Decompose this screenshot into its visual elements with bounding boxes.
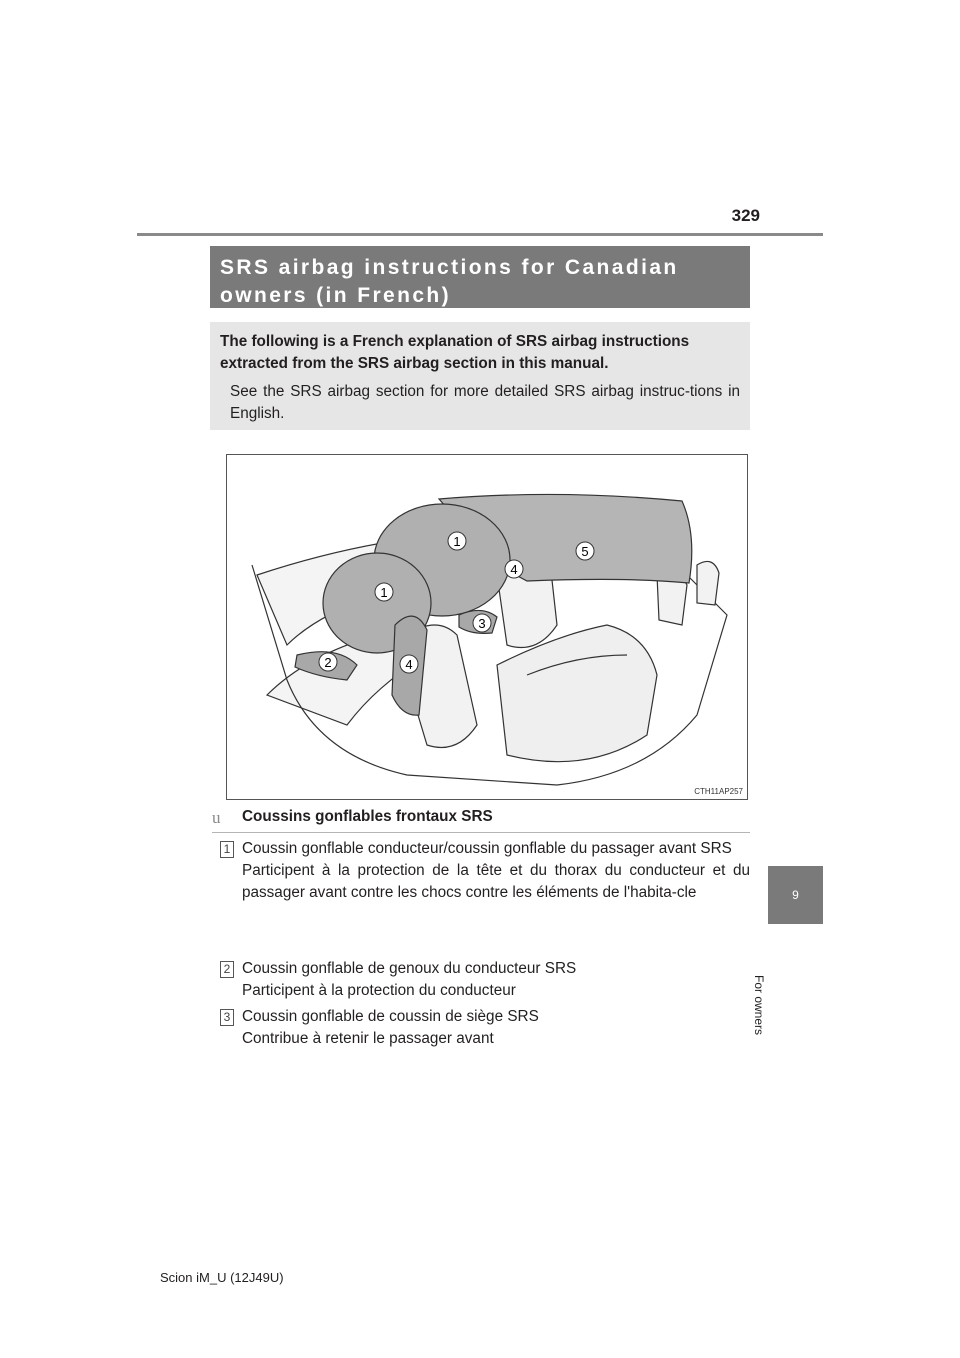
chapter-tab: 9 [768,866,823,924]
item-number-badge: 2 [220,961,234,978]
item-description: Participent à la protection du conducteur [242,982,516,999]
footer-model: Scion iM_U (12J49U) [160,1270,284,1285]
item-title: Coussin gonflable de coussin de siège SRS [242,1008,539,1025]
item-description: Participent à la protection de la tête et du thorax du conducteur et du passager avant contre les chocs contre les éléments de l'habita-cle [242,862,750,901]
callout-label: 1 [453,534,461,549]
subsection-heading [212,806,750,833]
callout-label: 2 [324,655,332,670]
item-title: Coussin gonflable de genoux du conducteur SRS [242,960,577,977]
item-description: Contribue à retenir le passager avant [242,1030,494,1047]
intro-note: See the SRS airbag section for more detailed SRS airbag instruc-tions in English. [230,383,740,422]
bullet-icon: u [212,808,221,827]
figure-code: CTH11AP257 [694,787,743,796]
callout-label: 1 [380,585,388,600]
list-item [212,838,750,904]
section-title-line2: owners (in French) [220,284,452,307]
callout-label: 4 [510,562,518,577]
intro-bold-line1: The following is a French explanation of SRS airbag instructions [220,333,690,350]
callout-label: 4 [405,657,413,672]
intro-box [210,322,750,430]
item-number-badge: 3 [220,1009,234,1026]
section-title-line1: SRS airbag instructions for Canadian [220,256,679,279]
list-item [212,1006,750,1050]
section-header [210,246,750,308]
car-interior-drawing [227,455,748,800]
callout-label: 3 [478,616,486,631]
intro-bold-line2: extracted from the SRS airbag section in this manual. [220,355,609,372]
subsection-title: Coussins gonflables frontaux SRS [242,808,493,825]
page-number: 329 [731,206,760,225]
callout-label: 5 [581,544,589,559]
airbag-illustration [226,454,748,800]
top-rule [137,233,823,236]
item-number-badge: 1 [220,841,234,858]
list-item [212,958,750,1002]
chapter-label: For owners [752,975,766,1036]
item-title: Coussin gonflable conducteur/coussin gonflable du passager avant SRS [242,840,732,857]
